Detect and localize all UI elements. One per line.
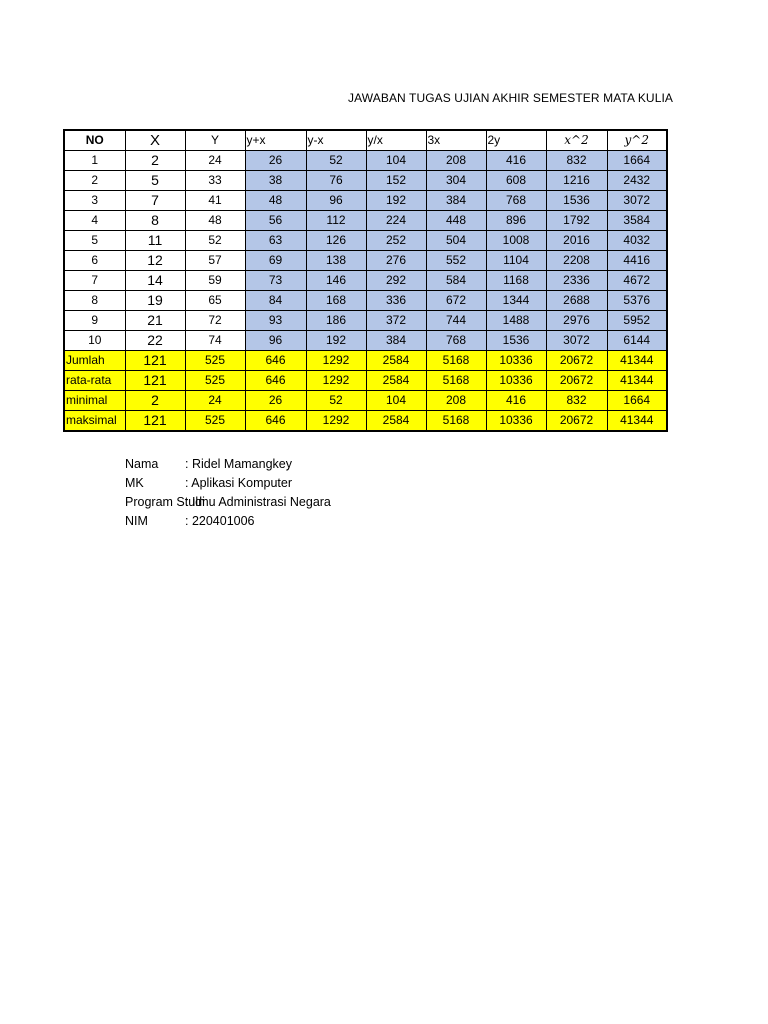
table-cell: 2336 xyxy=(546,271,607,291)
table-row xyxy=(64,251,667,271)
summary-cell: 832 xyxy=(546,391,607,411)
table-row xyxy=(64,231,667,251)
table-cell: 12 xyxy=(125,251,185,271)
summary-cell: 5168 xyxy=(426,351,486,371)
table-cell: 1488 xyxy=(486,311,546,331)
table-cell: 52 xyxy=(306,151,366,171)
table-cell: 96 xyxy=(306,191,366,211)
summary-row xyxy=(64,411,667,432)
table-cell: 5 xyxy=(64,231,125,251)
table-cell: 768 xyxy=(486,191,546,211)
table-cell: 57 xyxy=(185,251,245,271)
table-cell: 6 xyxy=(64,251,125,271)
info-row xyxy=(125,512,331,531)
table-cell: 104 xyxy=(366,151,426,171)
table-cell: 608 xyxy=(486,171,546,191)
table-cell: 126 xyxy=(306,231,366,251)
table-cell: 168 xyxy=(306,291,366,311)
table-cell: 1344 xyxy=(486,291,546,311)
summary-cell: 121 xyxy=(125,351,185,371)
table-cell: 448 xyxy=(426,211,486,231)
summary-row xyxy=(64,391,667,411)
summary-cell: 2 xyxy=(125,391,185,411)
table-cell: 6144 xyxy=(607,331,667,351)
table-cell: 744 xyxy=(426,311,486,331)
header-row xyxy=(64,130,667,151)
table-cell: 2432 xyxy=(607,171,667,191)
summary-cell: 525 xyxy=(185,351,245,371)
table-cell: 4672 xyxy=(607,271,667,291)
table-cell: 52 xyxy=(185,231,245,251)
summary-cell: 20672 xyxy=(546,411,607,432)
info-value: : Ilmu Administrasi Negara xyxy=(185,495,331,509)
summary-label: rata-rata xyxy=(64,371,125,391)
table-cell: 252 xyxy=(366,231,426,251)
table-cell: 146 xyxy=(306,271,366,291)
summary-cell: 1292 xyxy=(306,371,366,391)
table-cell: 56 xyxy=(245,211,306,231)
summary-cell: 52 xyxy=(306,391,366,411)
table-row xyxy=(64,291,667,311)
table-cell: 2208 xyxy=(546,251,607,271)
info-key: MK xyxy=(125,476,144,490)
table-cell: 72 xyxy=(185,311,245,331)
table-row xyxy=(64,151,667,171)
table-cell: 33 xyxy=(185,171,245,191)
summary-cell: 41344 xyxy=(607,411,667,432)
table-cell: 65 xyxy=(185,291,245,311)
summary-cell: 10336 xyxy=(486,371,546,391)
table-cell: 96 xyxy=(245,331,306,351)
table-cell: 2016 xyxy=(546,231,607,251)
table-cell: 138 xyxy=(306,251,366,271)
table-cell: 186 xyxy=(306,311,366,331)
table-cell: 1 xyxy=(64,151,125,171)
table-cell: 22 xyxy=(125,331,185,351)
table-cell: 3 xyxy=(64,191,125,211)
summary-cell: 646 xyxy=(245,351,306,371)
table-cell: 152 xyxy=(366,171,426,191)
table-cell: 768 xyxy=(426,331,486,351)
document-title: JAWABAN TUGAS UJIAN AKHIR SEMESTER MATA KULIA xyxy=(348,91,674,105)
summary-cell: 26 xyxy=(245,391,306,411)
header-no: NO xyxy=(64,130,125,151)
summary-label: maksimal xyxy=(64,411,125,432)
student-info xyxy=(125,455,331,531)
table-cell: 192 xyxy=(366,191,426,211)
table-cell: 276 xyxy=(366,251,426,271)
table-cell: 1792 xyxy=(546,211,607,231)
summary-row xyxy=(64,351,667,371)
table-row xyxy=(64,211,667,231)
header-3x: 3x xyxy=(426,130,486,151)
summary-cell: 1664 xyxy=(607,391,667,411)
table-cell: 2 xyxy=(64,171,125,191)
header-2y: 2y xyxy=(486,130,546,151)
table-row xyxy=(64,191,667,211)
table-cell: 7 xyxy=(64,271,125,291)
summary-cell: 41344 xyxy=(607,351,667,371)
summary-cell: 20672 xyxy=(546,371,607,391)
table-cell: 84 xyxy=(245,291,306,311)
table-cell: 48 xyxy=(245,191,306,211)
table-cell: 1168 xyxy=(486,271,546,291)
summary-cell: 2584 xyxy=(366,371,426,391)
header-x: X xyxy=(125,130,185,151)
summary-cell: 208 xyxy=(426,391,486,411)
table-row xyxy=(64,171,667,191)
table-cell: 208 xyxy=(426,151,486,171)
table-cell: 552 xyxy=(426,251,486,271)
table-cell: 14 xyxy=(125,271,185,291)
info-value: : 220401006 xyxy=(185,514,255,528)
table-cell: 504 xyxy=(426,231,486,251)
header-y: Y xyxy=(185,130,245,151)
table-row xyxy=(64,311,667,331)
table-cell: 1664 xyxy=(607,151,667,171)
header-y-squared: y^2 xyxy=(607,130,667,151)
table-cell: 1216 xyxy=(546,171,607,191)
info-value: : Ridel Mamangkey xyxy=(185,457,292,471)
summary-label: minimal xyxy=(64,391,125,411)
summary-cell: 121 xyxy=(125,411,185,432)
data-table xyxy=(63,129,668,432)
table-cell: 24 xyxy=(185,151,245,171)
header-y-minus-x: y-x xyxy=(306,130,366,151)
summary-cell: 5168 xyxy=(426,371,486,391)
table-cell: 26 xyxy=(245,151,306,171)
table-cell: 48 xyxy=(185,211,245,231)
summary-cell: 41344 xyxy=(607,371,667,391)
table-cell: 7 xyxy=(125,191,185,211)
table-cell: 672 xyxy=(426,291,486,311)
summary-cell: 525 xyxy=(185,371,245,391)
table-cell: 832 xyxy=(546,151,607,171)
table-cell: 3584 xyxy=(607,211,667,231)
table-cell: 372 xyxy=(366,311,426,331)
table-cell: 2 xyxy=(125,151,185,171)
summary-cell: 2584 xyxy=(366,411,426,432)
table-row xyxy=(64,331,667,351)
table-cell: 292 xyxy=(366,271,426,291)
table-cell: 384 xyxy=(366,331,426,351)
table-cell: 1536 xyxy=(486,331,546,351)
summary-cell: 2584 xyxy=(366,351,426,371)
info-value: : Aplikasi Komputer xyxy=(185,476,292,490)
summary-cell: 20672 xyxy=(546,351,607,371)
info-row xyxy=(125,493,331,512)
table-cell: 69 xyxy=(245,251,306,271)
table-cell: 76 xyxy=(306,171,366,191)
table-cell: 896 xyxy=(486,211,546,231)
table-cell: 3072 xyxy=(546,331,607,351)
table-cell: 19 xyxy=(125,291,185,311)
summary-cell: 1292 xyxy=(306,351,366,371)
info-row xyxy=(125,474,331,493)
header-y-plus-x: y+x xyxy=(245,130,306,151)
summary-cell: 104 xyxy=(366,391,426,411)
table-cell: 63 xyxy=(245,231,306,251)
info-key: Program Studi xyxy=(125,495,205,509)
table-cell: 11 xyxy=(125,231,185,251)
summary-cell: 5168 xyxy=(426,411,486,432)
summary-label: Jumlah xyxy=(64,351,125,371)
table-cell: 384 xyxy=(426,191,486,211)
summary-cell: 24 xyxy=(185,391,245,411)
header-x-squared: x^2 xyxy=(546,130,607,151)
table-cell: 3072 xyxy=(607,191,667,211)
table-cell: 8 xyxy=(64,291,125,311)
table-cell: 5376 xyxy=(607,291,667,311)
summary-cell: 646 xyxy=(245,371,306,391)
table-cell: 8 xyxy=(125,211,185,231)
table-cell: 5952 xyxy=(607,311,667,331)
table-row xyxy=(64,271,667,291)
summary-cell: 121 xyxy=(125,371,185,391)
summary-cell: 1292 xyxy=(306,411,366,432)
table-cell: 38 xyxy=(245,171,306,191)
summary-cell: 525 xyxy=(185,411,245,432)
table-cell: 4416 xyxy=(607,251,667,271)
table-cell: 416 xyxy=(486,151,546,171)
info-key: Nama xyxy=(125,457,159,471)
table-cell: 584 xyxy=(426,271,486,291)
summary-cell: 10336 xyxy=(486,411,546,432)
table-cell: 2976 xyxy=(546,311,607,331)
table-cell: 41 xyxy=(185,191,245,211)
table-cell: 1536 xyxy=(546,191,607,211)
summary-cell: 416 xyxy=(486,391,546,411)
summary-cell: 10336 xyxy=(486,351,546,371)
table-cell: 1104 xyxy=(486,251,546,271)
summary-cell: 646 xyxy=(245,411,306,432)
table-cell: 336 xyxy=(366,291,426,311)
table-cell: 73 xyxy=(245,271,306,291)
table-cell: 224 xyxy=(366,211,426,231)
table-cell: 93 xyxy=(245,311,306,331)
table-cell: 9 xyxy=(64,311,125,331)
info-key: NIM xyxy=(125,514,148,528)
table-cell: 112 xyxy=(306,211,366,231)
table-cell: 10 xyxy=(64,331,125,351)
table-cell: 21 xyxy=(125,311,185,331)
header-y-div-x: y/x xyxy=(366,130,426,151)
table-cell: 5 xyxy=(125,171,185,191)
summary-row xyxy=(64,371,667,391)
table-cell: 2688 xyxy=(546,291,607,311)
info-row xyxy=(125,455,331,474)
table-cell: 304 xyxy=(426,171,486,191)
table-cell: 192 xyxy=(306,331,366,351)
table-cell: 4032 xyxy=(607,231,667,251)
table-cell: 4 xyxy=(64,211,125,231)
table-cell: 59 xyxy=(185,271,245,291)
table-cell: 74 xyxy=(185,331,245,351)
table-cell: 1008 xyxy=(486,231,546,251)
